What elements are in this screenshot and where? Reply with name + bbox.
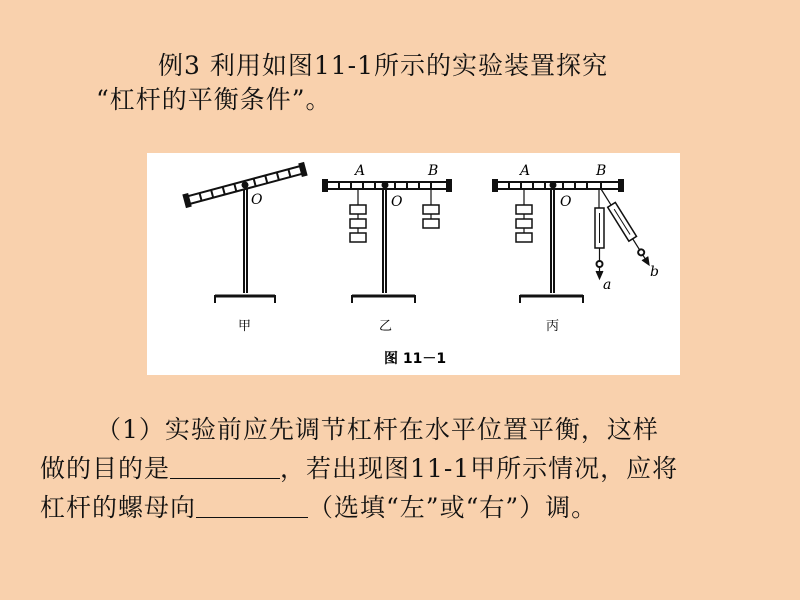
- part1-line-2-end: ，若出现图11-1甲所示情况，应将: [280, 454, 679, 483]
- lever-figure: [147, 153, 680, 375]
- point-b-label-bing: B: [596, 163, 607, 179]
- pivot-label-jia: O: [251, 192, 263, 208]
- panel-yi: [323, 180, 451, 303]
- part1-line-1: （1）实验前应先调节杠杆在水平位置平衡，这样: [96, 415, 659, 444]
- panel-label-yi: 乙: [379, 319, 393, 334]
- panel-label-jia: 甲: [238, 319, 252, 334]
- figure-caption: 图 11－1: [384, 351, 447, 367]
- lever-diagram: [147, 153, 680, 375]
- answer-blank-2: [196, 495, 308, 518]
- part1-line-3-start: 杠杆的螺母向: [40, 493, 197, 522]
- answer-blank-1: [170, 456, 280, 479]
- pivot-label-yi: O: [391, 194, 403, 210]
- part1-line-3-end: （选填“左”或“右”）调。: [308, 493, 598, 522]
- question-line-1: 例3 利用如图11-1所示的实验装置探究: [158, 51, 609, 80]
- panel-jia: [184, 163, 307, 303]
- part1-line-3: [40, 488, 597, 524]
- spring-b-label: b: [650, 264, 659, 280]
- spring-a-label: a: [603, 277, 612, 293]
- point-a-label-yi: A: [355, 163, 366, 179]
- panel-label-bing: 丙: [546, 319, 560, 334]
- question-line-2: “杠杆的平衡条件”。: [96, 85, 332, 114]
- pivot-label-bing: O: [560, 194, 572, 210]
- part1-line-2-start: 做的目的是: [40, 454, 171, 483]
- panel-bing: [493, 180, 653, 303]
- part1-line-2: [40, 449, 678, 485]
- point-b-label-yi: B: [428, 163, 439, 179]
- point-a-label-bing: A: [520, 163, 531, 179]
